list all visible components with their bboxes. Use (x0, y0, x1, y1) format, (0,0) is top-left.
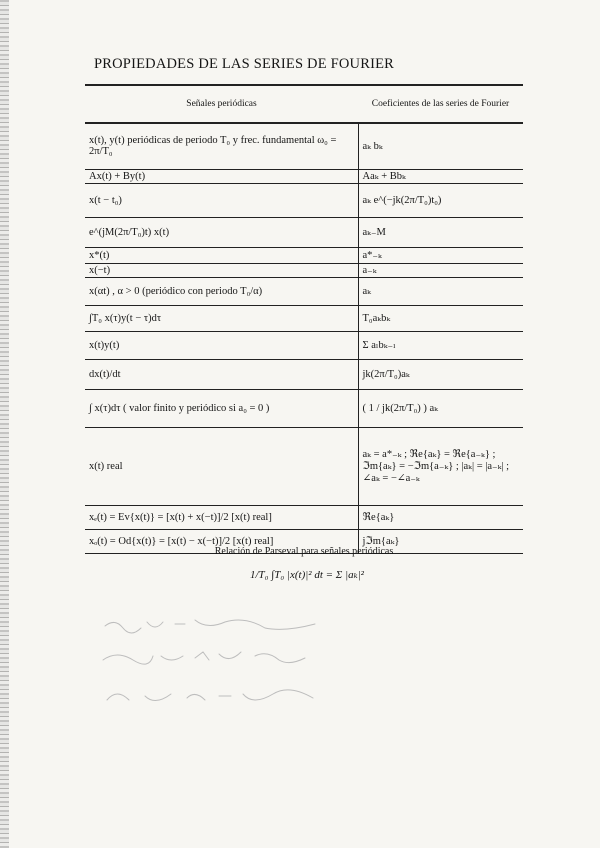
parseval-equation: 1/T₀ ∫T₀ |x(t)|² dt = Σ |aₖ|² (250, 569, 364, 581)
coefficient-cell: jℑm{aₖ} (358, 529, 523, 553)
table-row (85, 183, 523, 217)
coefficient-cell: aₖ bₖ (358, 123, 523, 169)
page-title: PROPIEDADES DE LAS SERIES DE FOURIER (94, 56, 395, 72)
coefficient-cell: a₋ₖ (358, 263, 523, 277)
table-row (85, 305, 523, 331)
coefficients-header: Coeficientes de las series de Fourier (358, 85, 523, 123)
parseval-title: Relación de Parseval para señales periódicas (214, 546, 394, 557)
signal-cell: xₑ(t) = Ev{x(t)} = [x(t) + x(−t)]/2 [x(t) real] (85, 505, 358, 529)
coefficient-cell: ( 1 / jk(2π/T₀) ) aₖ (358, 389, 523, 427)
coefficient-cell: aₖ = a*₋ₖ ; ℜe{aₖ} = ℜe{a₋ₖ} ; ℑm{aₖ} = −ℑm{a₋ₖ} ; |aₖ| = |a₋ₖ| ; ∠aₖ = −∠a₋ₖ (358, 427, 523, 505)
signal-cell: ∫T₀ x(τ)y(t − τ)dτ (85, 305, 358, 331)
coefficient-cell: a*₋ₖ (358, 247, 523, 263)
table-row (85, 263, 523, 277)
table-row (85, 123, 523, 169)
coefficient-cell: T₀aₖbₖ (358, 305, 523, 331)
signal-cell: x(−t) (85, 263, 358, 277)
table-row (85, 169, 523, 183)
signal-cell: e^(jM(2π/T₀)t) x(t) (85, 217, 358, 247)
table-row (85, 389, 523, 427)
signal-cell: x(t), y(t) periódicas de periodo T₀ y frec. fundamental ω₀ = 2π/T₀ (85, 123, 358, 169)
coefficient-cell: ℜe{aₖ} (358, 505, 523, 529)
signal-cell: dx(t)/dt (85, 359, 358, 389)
signal-cell: x(t)y(t) (85, 331, 358, 359)
table-row (85, 217, 523, 247)
handwritten-notes (95, 612, 335, 732)
coefficient-cell: Σ aₗbₖ₋ₗ (358, 331, 523, 359)
signals-header: Señales periódicas (85, 85, 358, 123)
signal-cell: xₒ(t) = Od{x(t)} = [x(t) − x(−t)]/2 [x(t) real] (85, 529, 358, 553)
coefficient-cell: aₖ₋M (358, 217, 523, 247)
signal-cell: x(t − t₀) (85, 183, 358, 217)
coefficient-cell: aₖ (358, 277, 523, 305)
table-row (85, 331, 523, 359)
signal-cell: Ax(t) + By(t) (85, 169, 358, 183)
scan-edge (0, 0, 9, 848)
table-row (85, 505, 523, 529)
table-body (85, 123, 523, 553)
properties-table (85, 84, 523, 554)
coefficient-cell: aₖ e^(−jk(2π/T₀)t₀) (358, 183, 523, 217)
signal-cell: x(t) real (85, 427, 358, 505)
table-row (85, 277, 523, 305)
table-row (85, 247, 523, 263)
table-row (85, 427, 523, 505)
table-row (85, 359, 523, 389)
coefficient-cell: Aaₖ + Bbₖ (358, 169, 523, 183)
signal-cell: ∫ x(τ)dτ ( valor finito y periódico si a₀ = 0 ) (85, 389, 358, 427)
signal-cell: x(αt) , α > 0 (periódico con periodo T₀/α) (85, 277, 358, 305)
signal-cell: x*(t) (85, 247, 358, 263)
coefficient-cell: jk(2π/T₀)aₖ (358, 359, 523, 389)
